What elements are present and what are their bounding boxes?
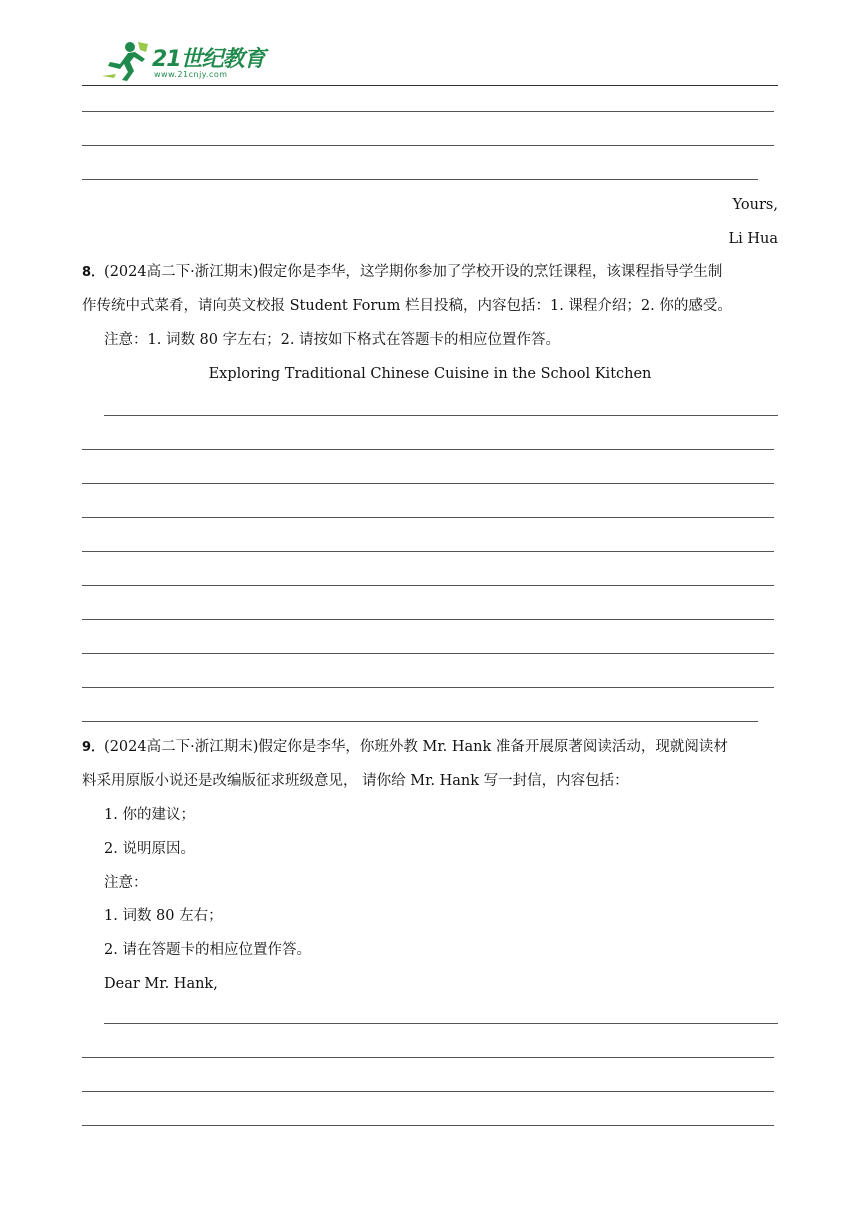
q9-text-1: 假定你是李华，你班外教 Mr. Hank 准备开展原著阅读活动，现就阅读材 — [258, 739, 728, 755]
q9-salutation: Dear Mr. Hank, — [104, 976, 218, 992]
q8-prompt-line1 — [82, 262, 722, 283]
answer-line[interactable] — [82, 145, 774, 146]
q9-note-label: 注意： — [104, 875, 148, 891]
answer-line[interactable] — [82, 551, 774, 552]
q8-note: 注意：1. 词数 80 字左右；2. 请按如下格式在答题卡的相应位置作答。 — [104, 332, 561, 348]
q8-number: 8． — [82, 265, 105, 280]
logo-brand: 21世纪教育 — [152, 47, 265, 72]
q8-essay-title: Exploring Traditional Chinese Cuisine in the School Kitchen — [208, 366, 652, 382]
logo-site: www.21cnjy.com — [154, 70, 228, 79]
q8-source: (2024高二下·浙江期末) — [104, 264, 259, 280]
answer-line[interactable] — [82, 585, 774, 586]
answer-line[interactable] — [104, 415, 778, 416]
q9-note1: 1. 词数 80 左右； — [104, 908, 223, 924]
answer-line[interactable] — [82, 721, 758, 722]
answer-line[interactable] — [104, 1023, 778, 1024]
closing-name: Li Hua — [728, 231, 778, 247]
q9-source: (2024高二下·浙江期末) — [104, 739, 259, 755]
q8-text-1: 假定你是李华，这学期你参加了学校开设的烹饪课程，该课程指导学生制 — [258, 264, 723, 280]
answer-line[interactable] — [82, 111, 774, 112]
answer-line[interactable] — [82, 619, 774, 620]
page-header — [0, 0, 860, 86]
answer-line[interactable] — [82, 1091, 774, 1092]
q9-item2: 2. 说明原因。 — [104, 841, 195, 857]
q8-prompt-line2: 作传统中式菜肴，请向英文校报 Student Forum 栏目投稿，内容包括：1. 课程介绍；2. 你的感受。 — [82, 298, 732, 314]
q9-note2: 2. 请在答题卡的相应位置作答。 — [104, 942, 311, 958]
answer-line[interactable] — [82, 517, 774, 518]
q9-number: 9． — [82, 740, 105, 755]
answer-line[interactable] — [82, 1125, 774, 1126]
answer-line[interactable] — [82, 687, 774, 688]
q9-item1: 1. 你的建议； — [104, 807, 195, 823]
logo — [100, 40, 270, 84]
runner-logo-icon — [100, 40, 150, 82]
q9-prompt-line1 — [82, 737, 728, 758]
answer-line[interactable] — [82, 449, 774, 450]
answer-line[interactable] — [82, 483, 774, 484]
answer-line[interactable] — [82, 179, 758, 180]
q9-prompt-line2: 料采用原版小说还是改编版征求班级意见， 请你给 Mr. Hank 写一封信，内容包括： — [82, 773, 629, 789]
answer-line[interactable] — [82, 653, 774, 654]
header-rule — [82, 85, 778, 86]
answer-line[interactable] — [82, 1057, 774, 1058]
closing-yours: Yours, — [732, 197, 778, 213]
